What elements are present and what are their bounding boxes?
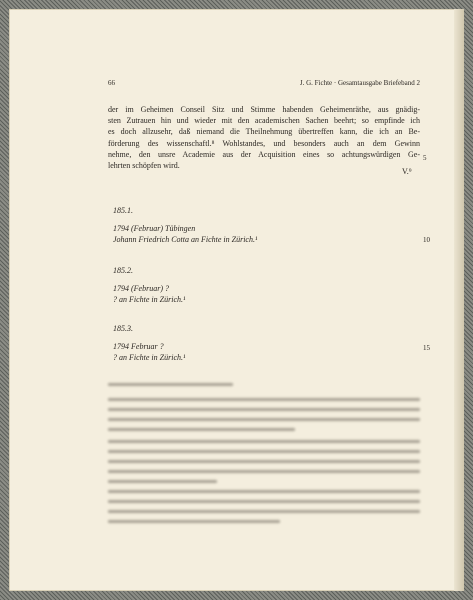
line-number: 15 (423, 344, 430, 352)
body-line: nehme, den unsre Academie aus der Acquisition eines so achtungswürdigen Ge- (108, 149, 420, 159)
page-header (108, 79, 420, 93)
running-head: J. G. Fichte · Gesamtausgabe Briefeband 2 (299, 79, 420, 87)
blurred-footnote-2 (108, 440, 420, 490)
signature: V.⁹ (402, 167, 412, 176)
body-line: der im Geheimen Conseil Sitz und Stimme habenden Geheimenräthe, aus gnädig- (108, 105, 420, 114)
letter-number: 185.1. (113, 206, 133, 215)
body-line: lehrten schöpfen wird. (108, 161, 180, 171)
letter-correspondents: ? an Fichte in Zürich.¹ (113, 353, 186, 362)
line-number: 10 (423, 236, 430, 244)
body-line: es doch allzusehr, daß niemand die Theilnehmung übertreffen kann, die ich an Be- (108, 127, 420, 137)
line-number: 5 (423, 154, 427, 162)
letter-number: 185.2. (113, 266, 133, 275)
letter-number: 185.3. (113, 324, 133, 333)
letter-date-place: 1794 (Februar) ? (113, 284, 169, 293)
letter-date-place: 1794 Februar ? (113, 342, 164, 351)
letter-correspondents: Johann Friedrich Cotta an Fichte in Zürich.¹ (113, 235, 258, 244)
body-line: förderung des wissenschaftl.⁸ Wohlstandes, und besonders auch an dem Gewinn (108, 138, 420, 148)
letter-date-place: 1794 (Februar) Tübingen (113, 224, 196, 233)
body-line: sten Zutrauen hin und wieder mit den academischen Sachen beehrt; so empfinde ich (108, 116, 420, 126)
blurred-footnote-3 (108, 490, 420, 530)
blurred-footnote-1 (108, 398, 420, 438)
page-gutter (454, 9, 464, 591)
letter-body-text (108, 104, 420, 171)
page-number: 66 (108, 79, 115, 87)
blurred-footnote-heading (108, 383, 420, 393)
letter-correspondents: ? an Fichte in Zürich.¹ (113, 295, 186, 304)
